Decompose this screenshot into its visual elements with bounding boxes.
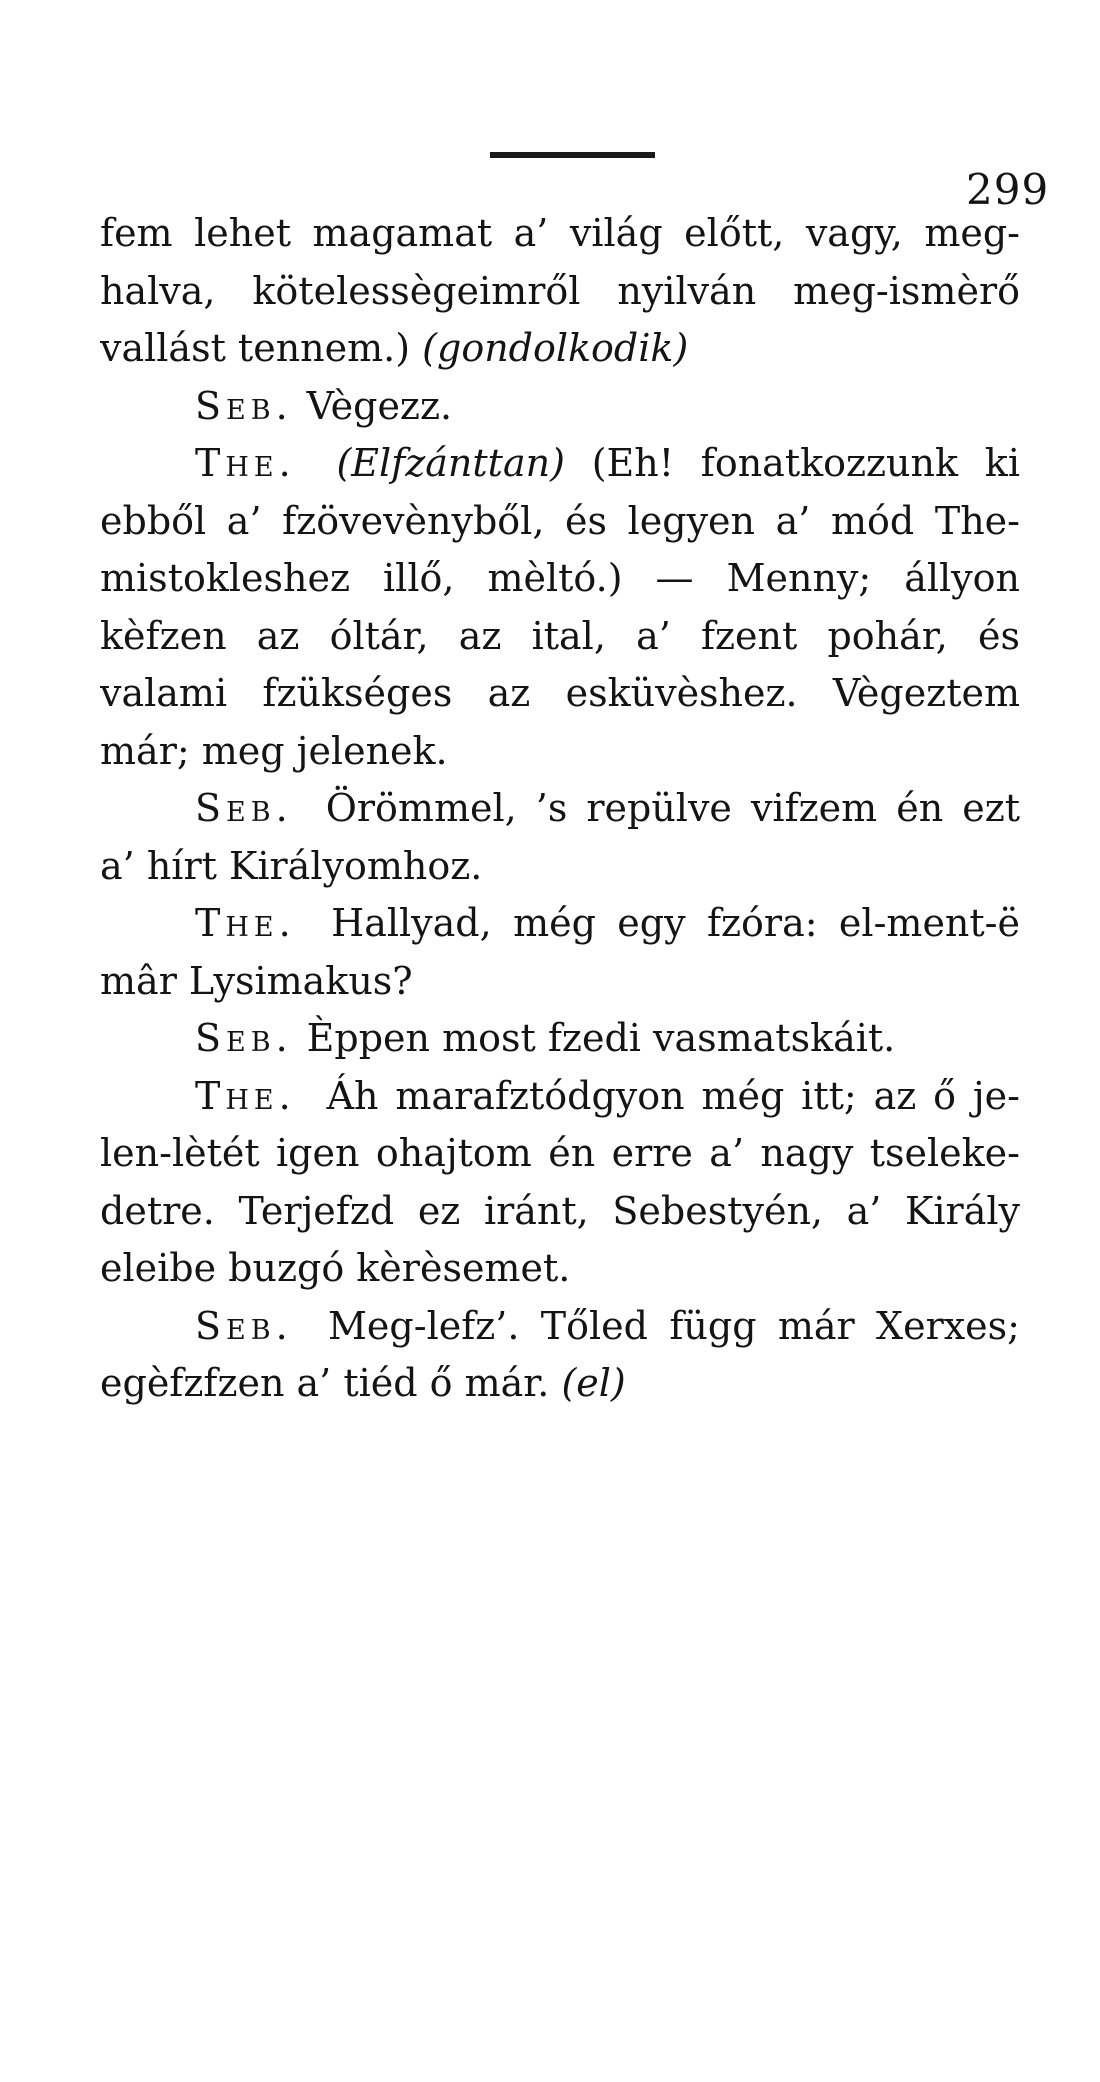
line-text: ebből a’ fzövevènyből, és legyen a’ mód The- (100, 498, 1020, 543)
line-text: Áh marafztódgyon még itt; az ő je- (326, 1073, 1020, 1118)
dialogue-line (100, 1010, 1020, 1068)
text-line (100, 263, 1020, 321)
text-line (100, 1183, 1020, 1241)
dialogue-line (100, 1298, 1020, 1356)
line-text: len-lètét igen ohajtom én erre a’ nagy tseleke- (100, 1131, 1020, 1175)
text-line (100, 205, 1020, 263)
line-text: már; meg jelenek. (100, 728, 448, 773)
page-text (100, 205, 1020, 1413)
page-number: 299 (966, 165, 1050, 214)
line-text: kèfzen az óltár, az ital, a’ fzent pohár, és (100, 613, 1020, 658)
text-line (100, 320, 1020, 378)
stage-direction: (el) (561, 1361, 626, 1405)
text-line (100, 608, 1020, 666)
speaker-name: The. (195, 1073, 296, 1118)
dialogue-line (100, 1068, 1020, 1126)
line-text: halva, kötelessègeimről nyilván meg-ismèrő (100, 268, 1020, 313)
line-text: detre. Terjefzd ez iránt, Sebestyén, a’ Király (100, 1188, 1020, 1233)
speaker-name: Seb. (195, 383, 293, 428)
text-line (100, 550, 1020, 608)
line-text: Hallyad, még egy fzóra: el-ment-ë (331, 901, 1020, 945)
line-text: Èppen most fzedi vasmatskáit. (306, 1016, 896, 1060)
text-line (100, 723, 1020, 781)
text-line (100, 493, 1020, 551)
line-text: Meg-lefz’. Tőled függ már Xerxes; (328, 1303, 1020, 1348)
line-text: vallást tennem.) (100, 326, 411, 370)
speaker-name: Seb. (195, 786, 293, 830)
text-line (100, 953, 1020, 1011)
speaker-name: The. (195, 901, 296, 945)
stage-direction: (Elfzánttan) (336, 441, 565, 485)
speaker-name: Seb. (195, 1016, 293, 1060)
text-line (100, 838, 1020, 896)
dialogue-line (100, 895, 1020, 953)
line-text: fem lehet magamat a’ világ előtt, vagy, meg- (100, 211, 1020, 255)
speaker-name: Seb. (195, 1303, 293, 1348)
line-text: egèfzfzen a’ tiéd ő már. (100, 1361, 550, 1405)
line-text: mâr Lysimakus? (100, 958, 413, 1003)
line-text: valami fzükséges az esküvèshez. Vègeztem (100, 671, 1020, 715)
line-text: Vègezz. (306, 383, 453, 428)
line-text: mistokleshez illő, mèltó.) — Menny; állyon (100, 556, 1020, 600)
text-line (100, 1355, 1020, 1413)
dialogue-line (100, 378, 1020, 436)
text-line (100, 1125, 1020, 1183)
line-text: eleibe buzgó kèrèsemet. (100, 1246, 571, 1290)
line-text: (Eh! fonatkozzunk ki (591, 441, 1020, 485)
dialogue-line (100, 435, 1020, 493)
stage-direction: (gondolkodik) (422, 326, 689, 370)
dialogue-line (100, 780, 1020, 838)
header-rule (490, 152, 655, 158)
text-line (100, 1240, 1020, 1298)
line-text: Örömmel, ’s repülve vifzem én ezt (325, 786, 1020, 830)
line-text: a’ hírt Királyomhoz. (100, 843, 483, 888)
speaker-name: The. (195, 441, 296, 485)
text-line (100, 665, 1020, 723)
